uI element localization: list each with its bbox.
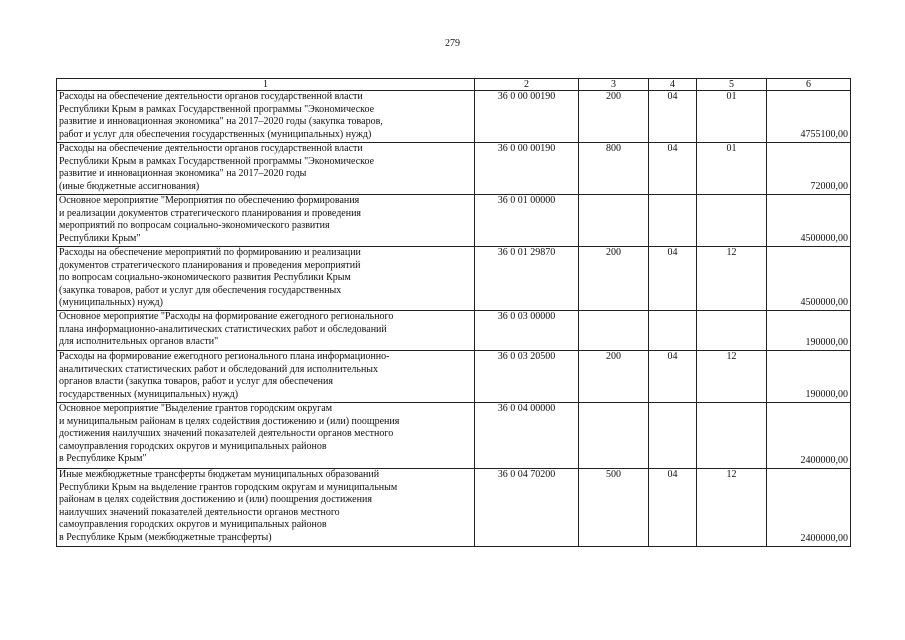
row-code: 36 0 00 00190: [475, 91, 579, 143]
row-section: 04: [649, 351, 697, 403]
page-number: 279: [445, 38, 460, 49]
row-section: [649, 195, 697, 247]
row-amount: 2400000,00: [767, 403, 851, 469]
row-subsection: [697, 195, 767, 247]
row-description: Основное мероприятие "Выделение грантов городским округам и муниципальным районам в целях содействия достижению и (или) поощрения достижения наилучших значений показателей деятельности органов местного самоуправления городских округов и муниципальных районов в Республике Крым": [57, 403, 475, 469]
row-amount: 4500000,00: [767, 195, 851, 247]
row-expense-type: 200: [579, 247, 649, 311]
row-amount: 4755100,00: [767, 91, 851, 143]
row-section: 04: [649, 247, 697, 311]
row-code: 36 0 03 00000: [475, 311, 579, 351]
row-description: Основное мероприятие "Мероприятия по обеспечению формирования и реализации документов стратегического планирования и проведения мероприятий по вопросам социально-экономического развития Республики Крым": [57, 195, 475, 247]
row-code: 36 0 01 29870: [475, 247, 579, 311]
row-description: Иные межбюджетные трансферты бюджетам муниципальных образований Республики Крым на выделение грантов городским округам и муниципальным районам в целях содействия достижению и (или) поощрения достижения наилучших значений показателей деятельности органов местного самоуправления городских округов и муниципальных районов в Республике Крым (межбюджетные трансферты): [57, 469, 475, 547]
table-row: [57, 247, 851, 311]
header-cell: 6: [767, 79, 851, 91]
budget-table: [56, 78, 851, 547]
row-description: Расходы на обеспечение деятельности органов государственной власти Республики Крым в рамках Государственной программы "Экономическое развитие и инновационная экономика" на 2017–2020 годы (иные бюджетные ассигнования): [57, 143, 475, 195]
row-section: [649, 403, 697, 469]
row-subsection: 01: [697, 91, 767, 143]
row-expense-type: [579, 195, 649, 247]
table-row: [57, 195, 851, 247]
row-section: 04: [649, 469, 697, 547]
row-amount: 72000,00: [767, 143, 851, 195]
row-code: 36 0 04 00000: [475, 403, 579, 469]
row-subsection: 12: [697, 469, 767, 547]
row-expense-type: [579, 403, 649, 469]
row-subsection: 12: [697, 247, 767, 311]
row-amount: 2400000,00: [767, 469, 851, 547]
row-code: 36 0 00 00190: [475, 143, 579, 195]
table-row: [57, 91, 851, 143]
row-expense-type: 800: [579, 143, 649, 195]
row-subsection: 12: [697, 351, 767, 403]
row-subsection: 01: [697, 143, 767, 195]
row-code: 36 0 01 00000: [475, 195, 579, 247]
header-cell: 5: [697, 79, 767, 91]
table-header-row: [57, 79, 851, 91]
header-cell: 2: [475, 79, 579, 91]
table-row: [57, 351, 851, 403]
row-description: Основное мероприятие "Расходы на формирование ежегодного регионального плана информационно-аналитических статистических работ и обследований для исполнительных органов власти": [57, 311, 475, 351]
row-section: [649, 311, 697, 351]
header-cell: 3: [579, 79, 649, 91]
row-description: Расходы на обеспечение мероприятий по формированию и реализации документов стратегического планирования и проведения мероприятий по вопросам социально-экономического развития Республики Крым (закупка товаров, работ и услуг для обеспечения государственных (муниципальных) нужд): [57, 247, 475, 311]
header-cell: 4: [649, 79, 697, 91]
table-row: [57, 403, 851, 469]
row-subsection: [697, 311, 767, 351]
row-description: Расходы на обеспечение деятельности органов государственной власти Республики Крым в рамках Государственной программы "Экономическое развитие и инновационная экономика" на 2017–2020 годы (закупка товаров, работ и услуг для обеспечения государственных (муниципальных) нужд): [57, 91, 475, 143]
row-expense-type: 500: [579, 469, 649, 547]
table-row: [57, 469, 851, 547]
row-amount: 4500000,00: [767, 247, 851, 311]
row-expense-type: 200: [579, 351, 649, 403]
row-expense-type: [579, 311, 649, 351]
row-amount: 190000,00: [767, 351, 851, 403]
table-row: [57, 143, 851, 195]
header-cell: 1: [57, 79, 475, 91]
row-code: 36 0 03 20500: [475, 351, 579, 403]
table-row: [57, 311, 851, 351]
row-expense-type: 200: [579, 91, 649, 143]
row-section: 04: [649, 91, 697, 143]
row-subsection: [697, 403, 767, 469]
row-description: Расходы на формирование ежегодного регионального плана информационно- аналитических статистических работ и обследований для исполнительных органов власти (закупка товаров, работ и услуг для обеспечения государственных (муниципальных) нужд): [57, 351, 475, 403]
row-amount: 190000,00: [767, 311, 851, 351]
row-section: 04: [649, 143, 697, 195]
row-code: 36 0 04 70200: [475, 469, 579, 547]
